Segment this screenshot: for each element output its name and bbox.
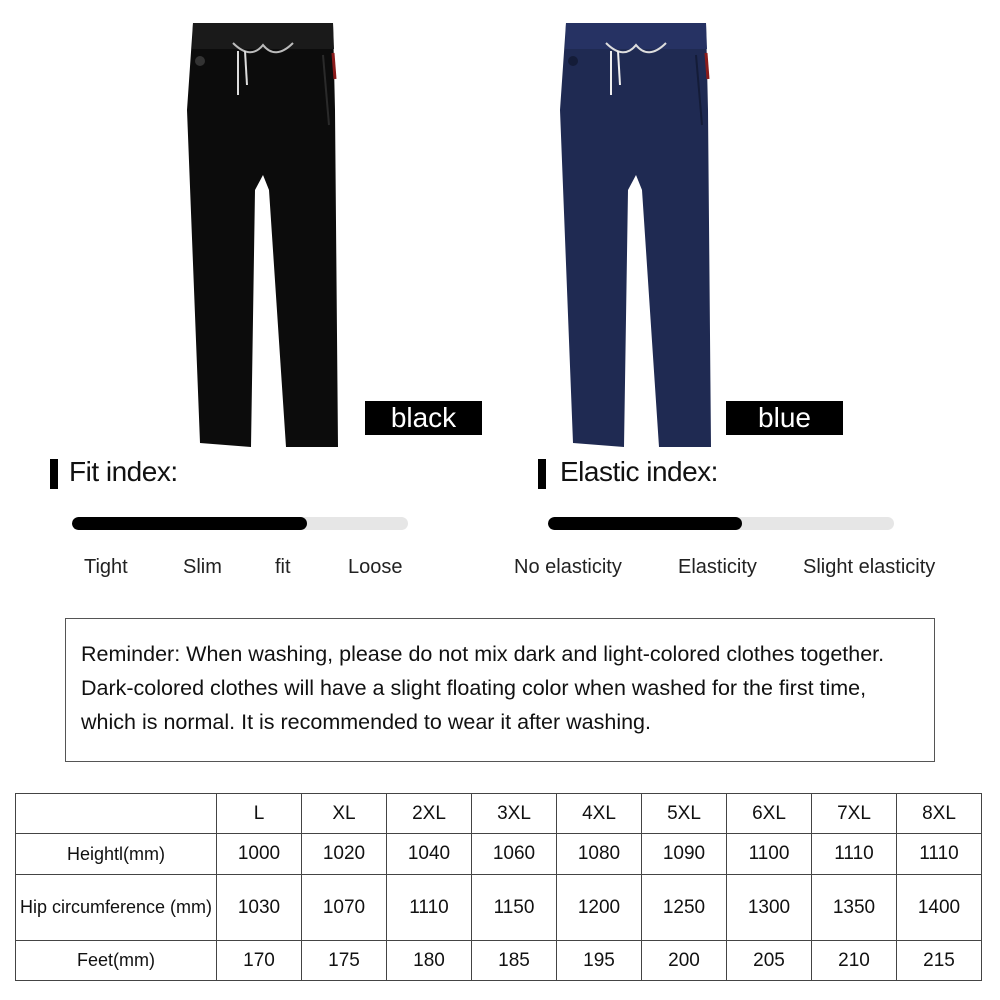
color-label-black: black bbox=[365, 401, 482, 435]
size-header: 6XL bbox=[727, 794, 812, 834]
washing-reminder bbox=[65, 618, 935, 762]
size-header: L bbox=[217, 794, 302, 834]
size-chart-table bbox=[15, 793, 982, 981]
table-cell: 1080 bbox=[557, 834, 642, 875]
table-cell: 1100 bbox=[727, 834, 812, 875]
elastic-index-fill bbox=[548, 517, 742, 530]
table-cell: 1250 bbox=[642, 875, 727, 941]
header-corner-cell bbox=[16, 794, 217, 834]
table-cell: 1350 bbox=[812, 875, 897, 941]
table-cell: 215 bbox=[897, 941, 982, 981]
elastic-scale-none: No elasticity bbox=[514, 556, 622, 578]
reminder-line: which is normal. It is recommended to wear it after washing. bbox=[81, 710, 651, 734]
table-cell: 205 bbox=[727, 941, 812, 981]
table-cell: 1200 bbox=[557, 875, 642, 941]
elastic-index-marker bbox=[538, 459, 546, 489]
size-header-row bbox=[16, 794, 982, 834]
table-cell: 1000 bbox=[217, 834, 302, 875]
reminder-line: Dark-colored clothes will have a slight floating color when washed for the first time, bbox=[81, 676, 867, 700]
fit-index-marker bbox=[50, 459, 58, 489]
row-label: Heightl(mm) bbox=[16, 834, 217, 875]
table-cell: 1110 bbox=[897, 834, 982, 875]
fit-scale-fit: fit bbox=[275, 556, 291, 578]
row-label: Hip circumference (mm) bbox=[16, 875, 217, 941]
table-cell: 210 bbox=[812, 941, 897, 981]
size-header: 3XL bbox=[472, 794, 557, 834]
elastic-index-title: Elastic index: bbox=[560, 456, 718, 487]
black-pants-image bbox=[183, 15, 348, 455]
table-cell: 1020 bbox=[302, 834, 387, 875]
table-cell: 185 bbox=[472, 941, 557, 981]
reminder-line: Reminder: When washing, please do not mix dark and light-colored clothes together. bbox=[81, 642, 885, 666]
table-cell: 195 bbox=[557, 941, 642, 981]
blue-pants-image bbox=[556, 15, 721, 455]
table-cell: 1400 bbox=[897, 875, 982, 941]
table-cell: 1110 bbox=[812, 834, 897, 875]
fit-index-slider bbox=[72, 517, 408, 530]
table-cell: 1110 bbox=[387, 875, 472, 941]
size-header: 2XL bbox=[387, 794, 472, 834]
table-cell: 1070 bbox=[302, 875, 387, 941]
table-row-height bbox=[16, 834, 982, 875]
elastic-scale-elasticity: Elasticity bbox=[678, 556, 757, 578]
fit-scale-tight: Tight bbox=[84, 556, 128, 578]
fit-index-title: Fit index: bbox=[69, 456, 178, 487]
size-header: XL bbox=[302, 794, 387, 834]
table-cell: 1040 bbox=[387, 834, 472, 875]
row-label: Feet(mm) bbox=[16, 941, 217, 981]
size-header: 4XL bbox=[557, 794, 642, 834]
table-cell: 180 bbox=[387, 941, 472, 981]
table-cell: 170 bbox=[217, 941, 302, 981]
table-cell: 200 bbox=[642, 941, 727, 981]
table-row-feet bbox=[16, 941, 982, 981]
table-cell: 175 bbox=[302, 941, 387, 981]
size-header: 5XL bbox=[642, 794, 727, 834]
fit-scale-loose: Loose bbox=[348, 556, 403, 578]
size-header: 8XL bbox=[897, 794, 982, 834]
table-cell: 1300 bbox=[727, 875, 812, 941]
size-header: 7XL bbox=[812, 794, 897, 834]
elastic-scale-slight: Slight elasticity bbox=[803, 556, 936, 578]
elastic-index-slider bbox=[548, 517, 894, 530]
table-cell: 1150 bbox=[472, 875, 557, 941]
table-cell: 1090 bbox=[642, 834, 727, 875]
table-row-hip bbox=[16, 875, 982, 941]
fit-scale-slim: Slim bbox=[183, 556, 222, 578]
fit-index-fill bbox=[72, 517, 307, 530]
table-cell: 1030 bbox=[217, 875, 302, 941]
color-label-blue: blue bbox=[726, 401, 843, 435]
table-cell: 1060 bbox=[472, 834, 557, 875]
